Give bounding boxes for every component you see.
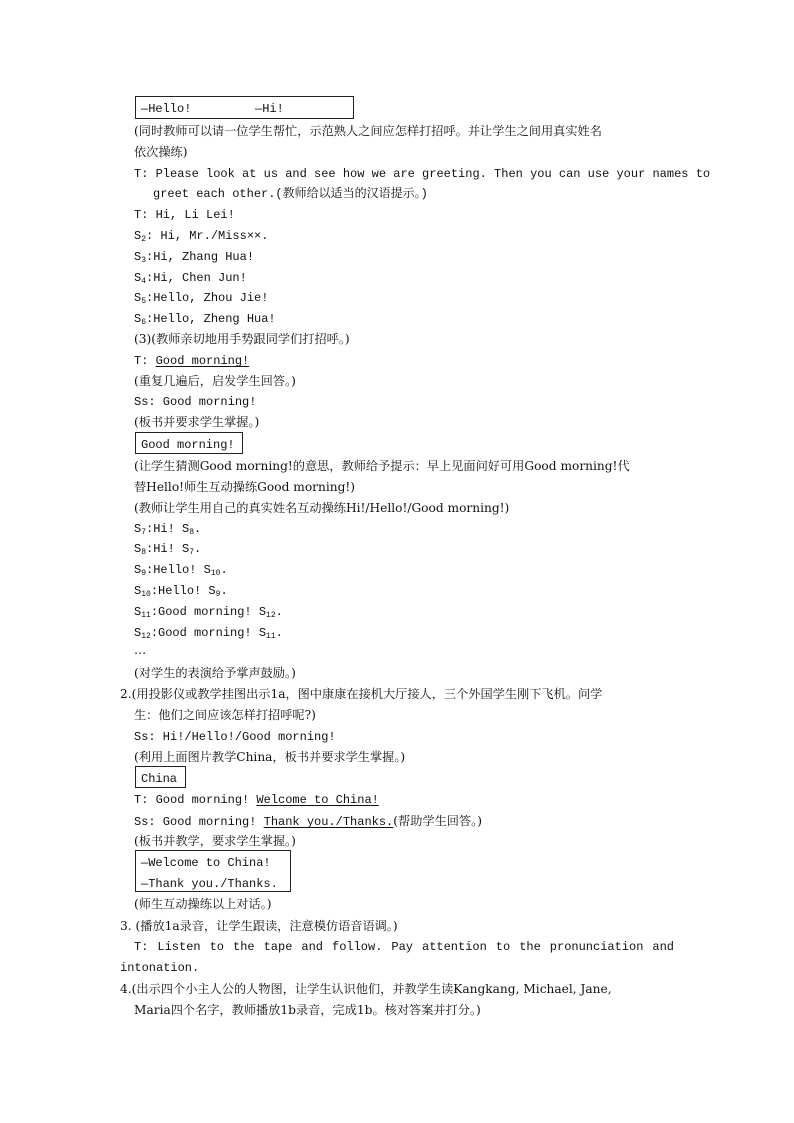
student-line: $S_{11}:Good$ morning! $S_{12}$. [134,605,283,620]
student-line: $S_7:Hi$! $S_8$. [134,522,202,537]
text-line: T: Good morning! [134,354,250,368]
text-line: 4.(出示四个小主人公的人物图，让学生认识他们，并教学生读Kangkang, Michael, Jane, [120,982,612,996]
text-line: intonation. [120,961,200,975]
box-text-thanks: —Thank you./Thanks. [141,877,278,891]
student-line: $S_5:Hello$, Zhou Jie! [134,291,269,306]
text-line: T: Listen to the tape and follow. Pay attention to the pronunciation and [134,940,674,954]
text-line: (同时教师可以请一位学生帮忙，示范熟人之间应怎样打招呼。并让学生之间用真实姓名 [134,124,602,138]
student-line: $S_2$: Hi, Mr./Miss××. [134,229,269,244]
box-text-hi: —Hi! [255,102,284,116]
box-text-china: China [141,772,178,786]
text-line: (板书并要求学生掌握。) [134,415,260,429]
student-line: $S_{10}:Hello$! $S_9$. [134,584,228,599]
text-line: Ss: Good morning! Thank you./Thanks.(帮助学生回答。) [134,814,482,829]
text-line: Ss: Hi!/Hello!/Good morning! [134,730,336,744]
text-line: (对学生的表演给予掌声鼓励。) [134,666,296,680]
student-line: $S_9:Hello$! $S_{10}$. [134,563,228,578]
ellipsis: … [134,643,147,657]
text-line: T: Hi, Li Lei! [134,208,235,222]
box-text-good-morning: Good morning! [141,438,235,452]
text-line: greet each other.(教师给以适当的汉语提示。) [153,187,428,201]
text-line: T: Please look at us and see how we are greeting. Then you can use your names to [134,167,711,181]
text-line: (板书并教学，要求学生掌握。) [134,834,296,848]
text-line: (重复几遍后，启发学生回答。) [134,374,296,388]
student-line: $S_4:Hi$, Chen Jun! [134,271,247,286]
text-line: 3. (播放1a录音，让学生跟读，注意模仿语音语调。) [120,919,398,933]
student-line: $S_8:Hi$! $S_7$. [134,542,202,557]
text-line: Maria四个名字，教师播放1b录音，完成1b。核对答案并打分。) [134,1003,481,1017]
text-line: T: Good morning! Welcome to China! [134,793,379,807]
text-line: (让学生猜测Good morning!的意思，教师给予提示：早上见面问好可用Good morning!代 [134,459,630,473]
box-text-welcome: —Welcome to China! [141,856,271,870]
text-line: Ss: Good morning! [134,395,257,409]
student-line: $S_{12}:Good$ morning! $S_{11}$. [134,626,283,641]
box-text-hello: —Hello! [141,102,192,116]
text-line: 2.(用投影仪或教学挂图出示1a，图中康康在接机大厅接人，三个外国学生刚下飞机。问学 [120,687,603,701]
student-line: $S_3:Hi$, Zhang Hua! [134,250,255,265]
text-line: 依次操练) [134,145,188,159]
text-line: 替Hello!师生互动操练Good morning!) [134,480,356,494]
text-line: (教师让学生用自己的真实姓名互动操练Hi!/Hello!/Good morning!) [134,501,510,515]
text-line: (师生互动操练以上对话。) [134,897,272,911]
text-line: 生：他们之间应该怎样打招呼呢?) [134,708,316,722]
text-line: (利用上面图片教学China，板书并要求学生掌握。) [134,750,406,764]
text-line: (3)(教师亲切地用手势跟同学们打招呼。) [134,332,350,346]
student-line: $S_6:Hello$, Zheng Hua! [134,312,276,327]
